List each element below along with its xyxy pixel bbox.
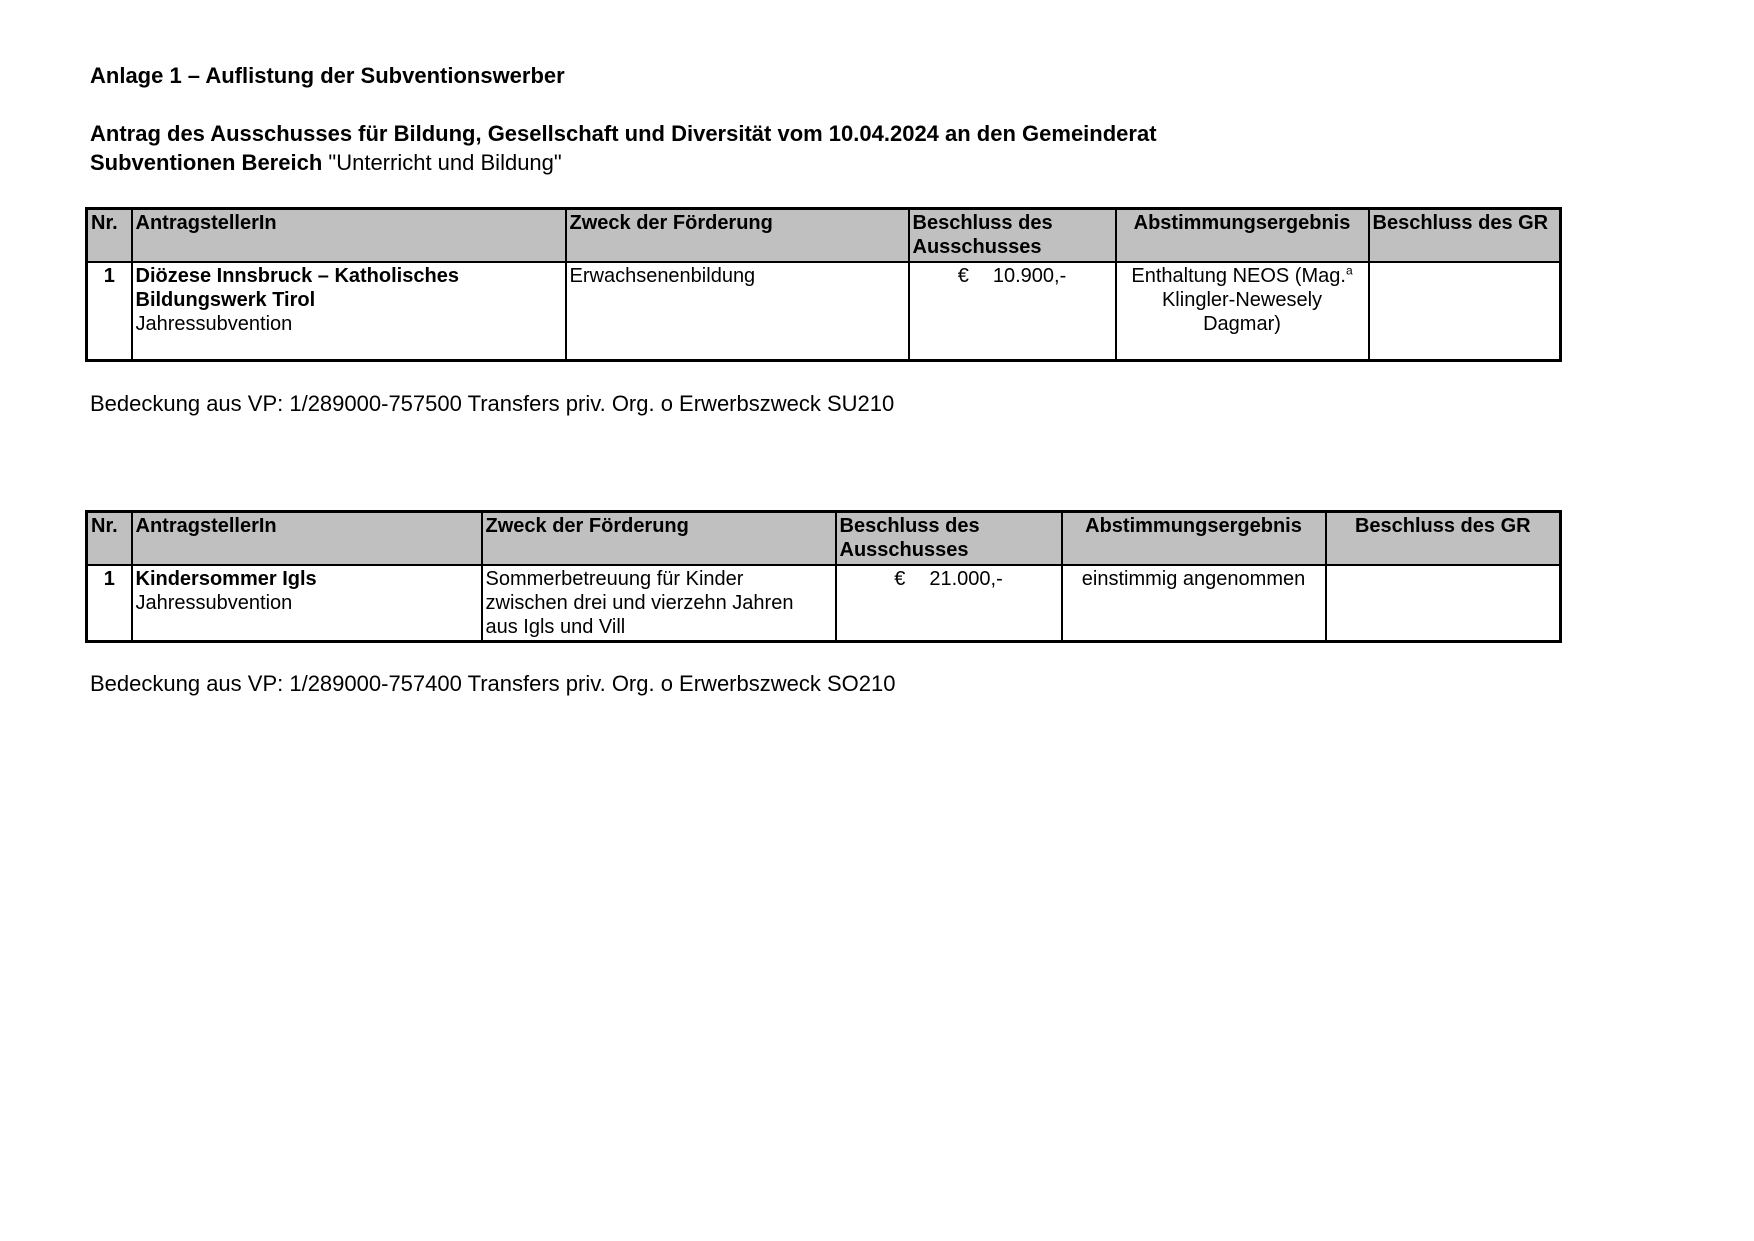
col-vote: Abstimmungsergebnis (1062, 512, 1326, 566)
vote-superscript: a (1345, 263, 1353, 278)
row-applicant (132, 262, 566, 360)
col-committee-decision-line1: Beschluss des (912, 212, 1053, 234)
col-purpose: Zweck der Förderung (482, 512, 836, 566)
subsidy-type: Jahressubvention (135, 592, 293, 614)
col-purpose: Zweck der Förderung (566, 209, 909, 263)
area-label: Subventionen Bereich (90, 150, 323, 175)
area-heading (90, 150, 562, 176)
col-committee-decision (836, 512, 1062, 566)
euro-sign: € (894, 568, 906, 590)
amount-value: 21.000,- (929, 568, 1003, 590)
applicant-name-line1: Kindersommer Igls (135, 568, 317, 590)
document-title: Anlage 1 – Auflistung der Subventionswerber (90, 63, 565, 88)
grant-table-1 (85, 207, 1562, 362)
row-amount (909, 262, 1116, 360)
row-amount (836, 565, 1062, 642)
col-applicant: AntragstellerIn (132, 512, 482, 566)
applicant-name-line2: Bildungswerk Tirol (135, 289, 316, 311)
area-name: "Unterricht und Bildung" (328, 150, 562, 175)
col-committee-decision-line1: Beschluss des (839, 515, 980, 537)
col-nr: Nr. (87, 512, 132, 566)
col-committee-decision (909, 209, 1116, 263)
amount-value: 10.900,- (992, 265, 1067, 287)
row-nr: 1 (87, 262, 132, 360)
row-vote (1116, 262, 1369, 360)
row-vote: einstimmig angenommen (1062, 565, 1326, 642)
row-purpose (482, 565, 836, 642)
row-applicant (132, 565, 482, 642)
row-council-decision (1369, 262, 1561, 360)
col-committee-decision-line2: Ausschusses (912, 236, 1042, 258)
col-committee-decision-line2: Ausschusses (839, 539, 969, 561)
col-council-decision: Beschluss des GR (1369, 209, 1561, 263)
col-nr: Nr. (87, 209, 132, 263)
coverage-note-1: Bedeckung aus VP: 1/289000-757500 Transfers priv. Org. o Erwerbszweck SU210 (90, 391, 895, 416)
table-header-row (87, 512, 1561, 566)
euro-sign: € (957, 265, 969, 287)
coverage-note-2: Bedeckung aus VP: 1/289000-757400 Transfers priv. Org. o Erwerbszweck SO210 (90, 671, 896, 696)
purpose-line1: Sommerbetreuung für Kinder (485, 568, 744, 590)
motion-heading: Antrag des Ausschusses für Bildung, Gesellschaft und Diversität vom 10.04.2024 an den Gemeinderat (90, 121, 1157, 146)
table-header-row (87, 209, 1561, 263)
row-nr: 1 (87, 565, 132, 642)
purpose-line2: zwischen drei und vierzehn Jahren (485, 592, 794, 614)
subsidy-type: Jahressubvention (135, 313, 293, 335)
vote-line3: Dagmar) (1203, 313, 1281, 335)
row-purpose: Erwachsenenbildung (566, 262, 909, 360)
applicant-name-line1: Diözese Innsbruck – Katholisches (135, 265, 459, 287)
row-council-decision (1326, 565, 1561, 642)
col-applicant: AntragstellerIn (132, 209, 566, 263)
grant-table-2 (85, 510, 1562, 643)
purpose-line3: aus Igls und Vill (485, 616, 626, 638)
col-council-decision: Beschluss des GR (1326, 512, 1561, 566)
col-vote: Abstimmungsergebnis (1116, 209, 1369, 263)
table-row (87, 262, 1561, 360)
table-row (87, 565, 1561, 642)
vote-line1: Enthaltung NEOS (Mag.$^a$ (1131, 263, 1353, 287)
vote-line2: Klingler-Newesely (1161, 289, 1323, 311)
